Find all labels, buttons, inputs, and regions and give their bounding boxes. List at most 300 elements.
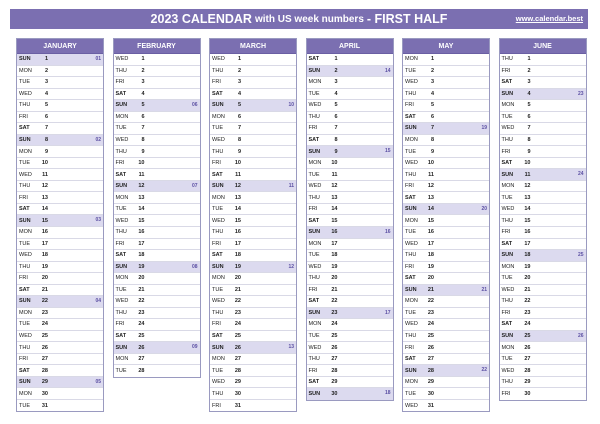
day-number: 27: [524, 356, 531, 363]
day-number: 2: [527, 67, 531, 74]
day-number: 3: [141, 79, 145, 86]
day-row: [17, 181, 103, 193]
day-number: 26: [331, 344, 338, 351]
day-number: 1: [334, 56, 338, 63]
day-row: [500, 285, 586, 297]
month-title: JUNE: [500, 39, 586, 54]
day-number: 22: [331, 298, 338, 305]
weekday-label: WED: [115, 298, 129, 305]
day-number: 30: [524, 391, 531, 398]
day-row: [114, 66, 200, 78]
weekday-label: SUN: [212, 263, 224, 270]
day-row: [500, 262, 586, 274]
day-row: [307, 239, 393, 251]
day-row: [210, 158, 296, 170]
week-number: 02: [95, 136, 101, 143]
day-row: [403, 250, 489, 262]
weekday-label: SUN: [405, 286, 417, 293]
day-number: 30: [234, 390, 241, 397]
day-row: [403, 227, 489, 239]
weekday-label: TUE: [115, 206, 127, 213]
weekday-label: WED: [212, 56, 225, 63]
weekday-label: TUE: [405, 309, 416, 316]
day-row: [114, 54, 200, 66]
week-number: 14: [384, 67, 391, 74]
day-row: [307, 54, 393, 66]
day-row: [17, 296, 103, 308]
day-number: 13: [524, 194, 531, 201]
day-row: [210, 296, 296, 308]
day-row: [210, 365, 296, 377]
day-number: 14: [427, 206, 434, 213]
weekday-label: SAT: [308, 379, 320, 386]
weekday-label: SAT: [501, 79, 513, 86]
day-number: 1: [430, 56, 434, 63]
weekday-label: MON: [405, 56, 418, 63]
day-number: 30: [427, 390, 434, 397]
day-row: [17, 66, 103, 78]
weekday-label: SUN: [115, 344, 128, 351]
day-number: 4: [334, 90, 338, 97]
day-row: [403, 319, 489, 331]
day-number: 17: [331, 240, 338, 247]
day-number: 11: [138, 171, 145, 178]
weekday-label: SUN: [501, 90, 514, 97]
weekday-label: TUE: [501, 356, 513, 363]
day-number: 8: [334, 136, 338, 143]
month-title: APRIL: [307, 39, 393, 54]
day-row: [403, 77, 489, 89]
day-row: [403, 285, 489, 297]
day-number: 3: [527, 79, 531, 86]
day-number: 8: [430, 136, 434, 143]
weekday-label: FRI: [115, 240, 125, 247]
weekday-label: TUE: [19, 321, 30, 328]
day-row: [114, 342, 200, 354]
week-number: 15: [384, 148, 391, 155]
day-row: [403, 112, 489, 124]
weekday-label: THU: [212, 148, 224, 155]
day-number: 24: [234, 321, 241, 328]
day-row: [403, 331, 489, 343]
day-number: 13: [234, 194, 241, 201]
week-number: 10: [288, 102, 294, 109]
weekday-label: MON: [405, 217, 418, 224]
day-row: [210, 146, 296, 158]
day-row: [114, 112, 200, 124]
week-number: 19: [481, 125, 487, 132]
day-row: [210, 388, 296, 400]
weekday-label: SUN: [212, 183, 224, 190]
day-number: 31: [41, 402, 48, 409]
day-number: 28: [41, 367, 48, 374]
weekday-label: SAT: [19, 206, 30, 213]
month-title: FEBRUARY: [114, 39, 200, 54]
month-column-may: [402, 38, 490, 412]
weekday-label: SUN: [19, 217, 31, 224]
day-row: [403, 308, 489, 320]
day-row: [210, 342, 296, 354]
day-row: [500, 54, 586, 66]
day-number: 15: [524, 217, 531, 224]
day-number: 18: [524, 252, 531, 259]
day-number: 2: [430, 67, 434, 74]
weekday-label: TUE: [308, 252, 320, 259]
weekday-label: THU: [501, 379, 513, 386]
day-number: 30: [331, 391, 338, 398]
weekday-label: THU: [212, 229, 224, 236]
day-row: [500, 89, 586, 101]
day-number: 18: [234, 252, 241, 259]
day-row: [500, 123, 586, 135]
day-row: [114, 365, 200, 377]
day-row: [114, 354, 200, 366]
day-row: [17, 89, 103, 101]
day-number: 20: [524, 275, 531, 282]
day-number: 11: [235, 171, 241, 178]
weekday-label: THU: [308, 275, 320, 282]
day-row: [17, 273, 103, 285]
weekday-label: WED: [405, 79, 418, 86]
calendar-header: [10, 9, 588, 29]
weekday-label: SUN: [308, 309, 321, 316]
day-row: [500, 77, 586, 89]
day-number: 26: [427, 344, 434, 351]
day-number: 25: [427, 333, 434, 340]
day-number: 29: [331, 379, 338, 386]
weekday-label: FRI: [115, 79, 125, 86]
day-number: 31: [234, 402, 241, 409]
day-row: [114, 89, 200, 101]
day-row: [500, 308, 586, 320]
day-row: [307, 377, 393, 389]
day-number: 5: [141, 102, 145, 109]
weekday-label: THU: [501, 298, 513, 305]
day-row: [307, 112, 393, 124]
weekday-label: THU: [501, 217, 513, 224]
day-number: 3: [334, 79, 338, 86]
day-row: [307, 158, 393, 170]
day-row: [500, 342, 586, 354]
weekday-label: WED: [212, 136, 225, 143]
day-row: [210, 169, 296, 181]
day-number: 21: [524, 286, 531, 293]
weekday-label: WED: [405, 160, 418, 167]
weekday-label: THU: [308, 194, 320, 201]
weekday-label: FRI: [405, 102, 414, 109]
day-number: 6: [527, 113, 531, 120]
day-row: [17, 146, 103, 158]
day-number: 1: [44, 56, 48, 63]
day-row: [307, 181, 393, 193]
weekday-label: FRI: [212, 321, 221, 328]
weekday-label: SAT: [115, 171, 127, 178]
day-number: 25: [524, 333, 531, 340]
day-number: 4: [430, 90, 434, 97]
day-number: 11: [331, 171, 338, 178]
day-number: 3: [237, 79, 241, 86]
day-number: 22: [234, 298, 241, 305]
week-number: 04: [95, 298, 101, 305]
day-row: [210, 192, 296, 204]
day-number: 23: [41, 309, 48, 316]
day-row: [403, 146, 489, 158]
weekday-label: SAT: [405, 356, 416, 363]
day-number: 12: [234, 183, 241, 190]
day-row: [500, 181, 586, 193]
weekday-label: TUE: [308, 333, 320, 340]
day-row: [210, 54, 296, 66]
day-number: 4: [527, 90, 531, 97]
day-row: [17, 100, 103, 112]
day-number: 6: [237, 113, 241, 120]
day-row: [17, 112, 103, 124]
weekday-label: WED: [308, 102, 322, 109]
day-number: 20: [331, 275, 338, 282]
weekday-label: WED: [19, 333, 32, 340]
day-number: 8: [527, 136, 531, 143]
weekday-label: SAT: [501, 321, 513, 328]
day-row: [307, 135, 393, 147]
weekday-label: WED: [308, 344, 322, 351]
day-row: [307, 308, 393, 320]
day-number: 12: [331, 183, 338, 190]
day-row: [114, 250, 200, 262]
day-row: [307, 89, 393, 101]
day-row: [114, 181, 200, 193]
day-number: 26: [41, 344, 48, 351]
day-number: 17: [138, 240, 145, 247]
day-row: [210, 112, 296, 124]
weekday-label: FRI: [212, 79, 221, 86]
weekday-label: FRI: [19, 275, 28, 282]
weekday-label: THU: [212, 309, 224, 316]
day-number: 25: [41, 333, 48, 340]
day-row: [114, 192, 200, 204]
day-row: [307, 319, 393, 331]
day-number: 14: [138, 206, 145, 213]
day-row: [114, 215, 200, 227]
day-row: [114, 308, 200, 320]
weekday-label: TUE: [501, 113, 513, 120]
weekday-label: MON: [501, 344, 515, 351]
day-number: 2: [44, 67, 48, 74]
weekday-label: MON: [19, 67, 32, 74]
day-row: [500, 192, 586, 204]
day-row: [500, 66, 586, 78]
weekday-label: TUE: [405, 390, 416, 397]
day-row: [500, 377, 586, 389]
day-number: 6: [44, 113, 48, 120]
weekday-label: MON: [212, 275, 225, 282]
weekday-label: SUN: [308, 148, 321, 155]
day-row: [17, 158, 103, 170]
day-row: [114, 169, 200, 181]
day-number: 23: [331, 309, 338, 316]
day-row: [500, 158, 586, 170]
day-row: [210, 100, 296, 112]
day-number: 5: [237, 102, 241, 109]
weekday-label: SAT: [115, 90, 127, 97]
day-row: [210, 262, 296, 274]
day-row: [114, 273, 200, 285]
day-number: 24: [331, 321, 338, 328]
day-row: [403, 354, 489, 366]
weekday-label: SUN: [308, 67, 321, 74]
weekday-label: FRI: [405, 344, 414, 351]
day-row: [307, 100, 393, 112]
day-number: 23: [524, 309, 531, 316]
weekday-label: SUN: [501, 171, 514, 178]
day-row: [307, 342, 393, 354]
week-number: 13: [288, 344, 294, 351]
weekday-label: SUN: [212, 344, 224, 351]
day-number: 16: [524, 229, 531, 236]
day-number: 16: [234, 229, 241, 236]
day-row: [210, 273, 296, 285]
weekday-label: THU: [212, 390, 224, 397]
week-number: 16: [384, 228, 391, 235]
day-row: [114, 262, 200, 274]
weekday-label: TUE: [19, 402, 30, 409]
weekday-label: FRI: [405, 183, 414, 190]
day-row: [210, 400, 296, 412]
weekday-label: FRI: [19, 194, 28, 201]
day-number: 23: [138, 309, 145, 316]
day-row: [17, 192, 103, 204]
day-number: 17: [524, 240, 531, 247]
day-row: [500, 319, 586, 331]
day-number: 15: [331, 217, 338, 224]
weekday-label: TUE: [115, 286, 127, 293]
title-half: - FIRST HALF: [366, 12, 448, 26]
weekday-label: FRI: [115, 321, 125, 328]
day-row: [210, 77, 296, 89]
day-number: 15: [41, 217, 48, 224]
day-number: 9: [334, 148, 338, 155]
day-row: [210, 66, 296, 78]
site-link[interactable]: www.calendar.best: [515, 14, 583, 23]
weekday-label: FRI: [308, 206, 318, 213]
day-number: 10: [138, 160, 145, 167]
day-number: 4: [141, 90, 145, 97]
day-row: [307, 388, 393, 400]
day-row: [307, 262, 393, 274]
week-number: 18: [384, 390, 391, 397]
day-row: [17, 342, 103, 354]
month-column-june: [499, 38, 587, 401]
day-row: [307, 204, 393, 216]
day-row: [403, 388, 489, 400]
day-row: [17, 319, 103, 331]
day-number: 7: [44, 125, 48, 132]
day-row: [403, 400, 489, 412]
day-number: 25: [234, 333, 241, 340]
weekday-label: THU: [19, 183, 31, 190]
day-number: 9: [430, 148, 434, 155]
weekday-label: TUE: [19, 160, 30, 167]
weekday-label: SUN: [405, 125, 417, 132]
day-number: 6: [141, 113, 145, 120]
day-number: 26: [138, 344, 145, 351]
weekday-label: TUE: [308, 90, 320, 97]
day-row: [500, 146, 586, 158]
day-row: [307, 331, 393, 343]
week-number: 20: [481, 205, 487, 212]
day-number: 20: [234, 275, 241, 282]
day-number: 10: [41, 160, 48, 167]
title-subtitle: with US week numbers: [254, 13, 364, 25]
weekday-label: WED: [115, 217, 129, 224]
day-number: 10: [234, 160, 241, 167]
day-row: [210, 285, 296, 297]
day-row: [17, 169, 103, 181]
weekday-label: MON: [308, 160, 322, 167]
week-number: 05: [95, 378, 101, 385]
weekday-label: SUN: [19, 136, 31, 143]
day-number: 13: [427, 194, 434, 201]
day-row: [500, 365, 586, 377]
day-number: 11: [42, 171, 48, 178]
weekday-label: SUN: [501, 252, 514, 259]
day-number: 3: [430, 79, 434, 86]
weekday-label: MON: [115, 194, 129, 201]
weekday-label: SAT: [405, 113, 416, 120]
weekday-label: SUN: [19, 379, 31, 386]
day-row: [500, 354, 586, 366]
day-number: 13: [331, 194, 338, 201]
day-number: 28: [331, 367, 338, 374]
day-number: 27: [331, 356, 338, 363]
weekday-label: THU: [115, 229, 127, 236]
day-number: 11: [428, 171, 434, 178]
day-row: [403, 273, 489, 285]
weekday-label: FRI: [212, 402, 221, 409]
day-row: [500, 204, 586, 216]
weekday-label: SUN: [501, 333, 514, 340]
day-number: 13: [138, 194, 145, 201]
weekday-label: MON: [501, 183, 515, 190]
day-row: [307, 192, 393, 204]
weekday-label: WED: [212, 379, 225, 386]
weekday-label: SUN: [115, 102, 128, 109]
weekday-label: MON: [501, 263, 515, 270]
week-number: 11: [288, 182, 294, 189]
weekday-label: TUE: [405, 229, 416, 236]
day-row: [307, 273, 393, 285]
day-row: [500, 239, 586, 251]
day-number: 24: [138, 321, 145, 328]
day-number: 27: [234, 356, 241, 363]
day-row: [210, 354, 296, 366]
day-row: [114, 296, 200, 308]
day-number: 16: [331, 229, 338, 236]
weekday-label: THU: [405, 90, 417, 97]
day-number: 28: [524, 367, 531, 374]
weekday-label: WED: [308, 263, 322, 270]
week-number: 23: [577, 90, 584, 97]
day-number: 19: [138, 263, 145, 270]
day-row: [210, 89, 296, 101]
weekday-label: FRI: [501, 229, 511, 236]
day-row: [210, 227, 296, 239]
day-row: [17, 285, 103, 297]
day-number: 2: [334, 67, 338, 74]
day-number: 9: [141, 148, 145, 155]
weekday-label: SUN: [308, 391, 321, 398]
week-number: 21: [481, 286, 487, 293]
week-number: 08: [191, 263, 198, 270]
